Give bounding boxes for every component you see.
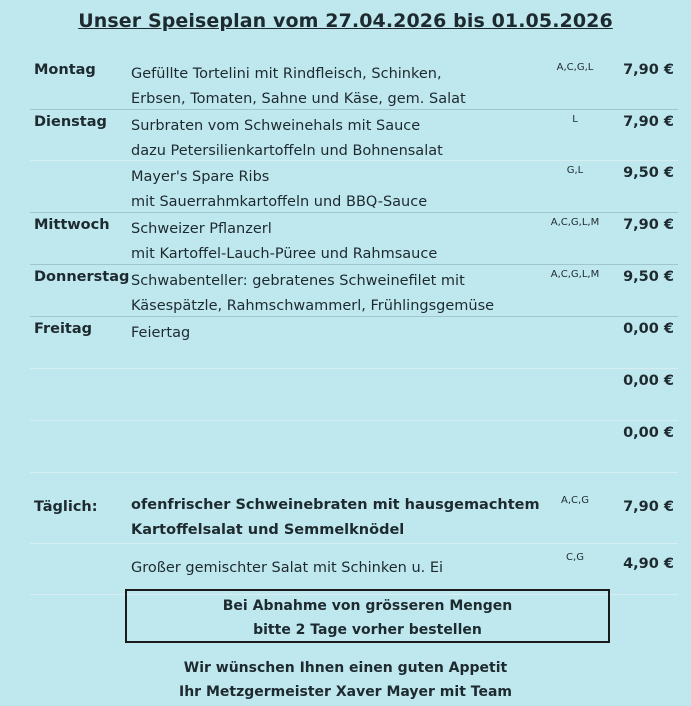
price: 4,90 € [623,556,674,572]
day-label: Mittwoch [34,217,110,233]
dish-description [131,269,494,319]
price: 0,00 € [623,321,674,337]
dish-line: Schweizer Pflanzerl [131,221,272,237]
allergen-codes: A,C,G,L,M [550,217,600,228]
dish-description [131,114,443,164]
menu-row-empty [30,421,678,473]
allergen-codes: A,C,G,L,M [550,269,600,280]
allergen-codes: A,C,G [561,495,589,506]
allergen-codes: A,C,G,L [556,62,594,73]
dish-line: Schwabenteller: gebratenes Schweinefilet mit [131,273,465,289]
day-label: Donnerstag [34,269,130,285]
menu-row-donnerstag [30,265,678,317]
notice-line: bitte 2 Tage vorher bestellen [253,622,482,638]
day-label: Montag [34,62,96,78]
dish-line: Mayer's Spare Ribs [131,169,270,185]
menu-row-empty [30,369,678,421]
dish-line: mit Sauerrahmkartoffeln und BBQ-Sauce [131,194,428,210]
signature-line: Ihr Metzgermeister Xaver Mayer mit Team [179,684,512,700]
dish-description [131,321,190,346]
dish-line: Kartoffelsalat und Semmelknödel [131,522,405,538]
dish-description [131,217,437,267]
menu-row-freitag [30,317,678,369]
day-label: Täglich: [34,499,98,515]
dish-line: Erbsen, Tomaten, Sahne und Käse, gem. Salat [131,91,466,107]
price: 0,00 € [623,373,674,389]
allergen-codes: L [572,114,578,125]
dish-line: Käsespätzle, Rahmschwammerl, Frühlingsgemüse [131,298,495,314]
order-notice-box [125,589,610,643]
day-label: Freitag [34,321,93,337]
menu-row-salat [30,544,678,595]
menu-row-montag [30,58,678,110]
dish-description [131,62,466,112]
dish-line: dazu Petersilienkartoffeln und Bohnensalat [131,143,443,159]
menu-table [30,58,678,595]
dish-line: Surbraten vom Schweinehals mit Sauce [131,118,421,134]
price: 7,90 € [623,499,674,515]
price: 7,90 € [623,62,674,78]
price: 7,90 € [623,217,674,233]
dish-line: Feiertag [131,325,191,341]
dish-description [131,556,443,581]
dish-line: mit Kartoffel-Lauch-Püree und Rahmsauce [131,246,438,262]
menu-row-taeglich [30,473,678,544]
notice-line: Bei Abnahme von grösseren Mengen [222,598,513,614]
dish-description [131,493,540,543]
price: 7,90 € [623,114,674,130]
menu-title: Unser Speiseplan vom 27.04.2026 bis 01.05.2026 [78,10,613,32]
price: 9,50 € [623,165,674,181]
greeting-line: Wir wünschen Ihnen einen guten Appetit [183,660,508,676]
allergen-codes: C,G [566,552,584,563]
closing-greeting [0,656,691,704]
day-label: Dienstag [34,114,107,130]
dish-line: Gefüllte Tortelini mit Rindfleisch, Schinken, [131,66,442,82]
allergen-codes: G,L [566,165,584,176]
dish-line: ofenfrischer Schweinebraten mit hausgemachtem [131,497,540,513]
price: 9,50 € [623,269,674,285]
dish-description [131,165,427,215]
menu-row-dienstag-2 [30,161,678,213]
dish-line: Großer gemischter Salat mit Schinken u. Ei [131,560,444,576]
price: 0,00 € [623,425,674,441]
menu-row-mittwoch [30,213,678,265]
menu-row-dienstag [30,110,678,161]
